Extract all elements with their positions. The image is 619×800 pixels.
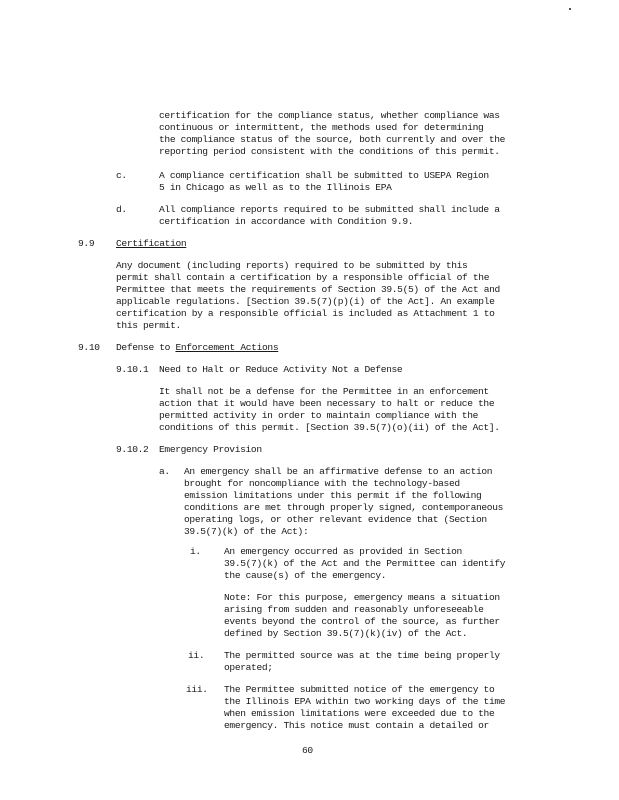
text-line: conditions of this permit. [Section 39.5(7)(o)(ii) of the Act]. (159, 422, 500, 433)
text-line: reporting period consistent with the conditions of this permit. (159, 146, 500, 157)
text-line: operated; (224, 662, 273, 673)
text-line: the Illinois EPA within two working days of the time (224, 696, 506, 707)
text-line: when emission limitations were exceeded due to the (224, 708, 495, 719)
text-line: An emergency occurred as provided in Section (224, 546, 462, 557)
corner-mark (569, 8, 571, 10)
text-line: certification by a responsible official is included as Attachment 1 to (116, 308, 495, 319)
text-line: permit shall contain a certification by a responsible official of the (116, 272, 490, 283)
text-line: permitted activity in order to maintain compliance with the (159, 410, 479, 421)
note-line: arising from sudden and reasonably unforeseeable (224, 604, 484, 615)
subsection-number: 9.10.2 (116, 444, 149, 455)
text-line: continuous or intermittent, the methods used for determining (159, 122, 484, 133)
text-line: action that it would have been necessary to halt or reduce the (159, 398, 495, 409)
text-line: certification for the compliance status, whether compliance was (159, 110, 500, 121)
subsection-heading: Emergency Provision (159, 444, 262, 455)
list-marker: ii. (188, 650, 205, 661)
page-number: 60 (302, 745, 313, 756)
text-line: conditions are met through properly signed, contemporaneous (184, 502, 504, 513)
text-line: 39.5(7)(k) of the Act): (184, 526, 309, 537)
section-heading: Certification (116, 238, 187, 249)
text-line: emergency. This notice must contain a detailed or (224, 720, 489, 731)
text-line: 39.5(7)(k) of the Act and the Permittee can identify (224, 558, 506, 569)
section-heading (116, 342, 278, 354)
list-marker: i. (190, 546, 201, 557)
section-heading-plain: Defense to (116, 342, 176, 353)
text-line: operating logs, or other relevant evidence that (Section (184, 514, 487, 525)
text-line: The Permittee submitted notice of the emergency to (224, 684, 495, 695)
text-line: An emergency shall be an affirmative defense to an action (184, 466, 493, 477)
text-line: 5 in Chicago as well as to the Illinois EPA (159, 182, 392, 193)
section-number: 9.10 (78, 342, 100, 353)
text-line: All compliance reports required to be submitted shall include a (159, 204, 500, 215)
text-line: the cause(s) of the emergency. (224, 570, 387, 581)
note-line: Note: For this purpose, emergency means a situation (224, 592, 500, 603)
list-marker: d. (116, 204, 127, 215)
subsection-number: 9.10.1 (116, 364, 149, 375)
text-line: applicable regulations. [Section 39.5(7)(p)(i) of the Act]. An example (116, 296, 495, 307)
section-heading-underlined: Enforcement Actions (175, 342, 279, 353)
text-line: emission limitations under this permit if the following (184, 490, 482, 501)
text-line: Permittee that meets the requirements of Section 39.5(5) of the Act and (116, 284, 500, 295)
section-number: 9.9 (78, 238, 95, 249)
text-line: A compliance certification shall be submitted to USEPA Region (159, 170, 489, 181)
text-line: Any document (including reports) required to be submitted by this (116, 260, 468, 271)
text-line: The permitted source was at the time being properly (224, 650, 500, 661)
text-line: this permit. (116, 320, 181, 331)
list-marker: a. (159, 466, 170, 477)
note-line: defined by Section 39.5(7)(k)(iv) of the Act. (224, 628, 468, 639)
text-line: It shall not be a defense for the Permittee in an enforcement (159, 386, 489, 397)
note-line: events beyond the control of the source, as further (224, 616, 500, 627)
subsection-heading: Need to Halt or Reduce Activity Not a Defense (159, 364, 403, 375)
text-line: the compliance status of the source, both currently and over the (159, 134, 506, 145)
text-line: certification in accordance with Condition 9.9. (159, 216, 414, 227)
list-marker: c. (116, 170, 127, 181)
list-marker: iii. (186, 684, 208, 695)
text-line: brought for noncompliance with the technology-based (184, 478, 460, 489)
